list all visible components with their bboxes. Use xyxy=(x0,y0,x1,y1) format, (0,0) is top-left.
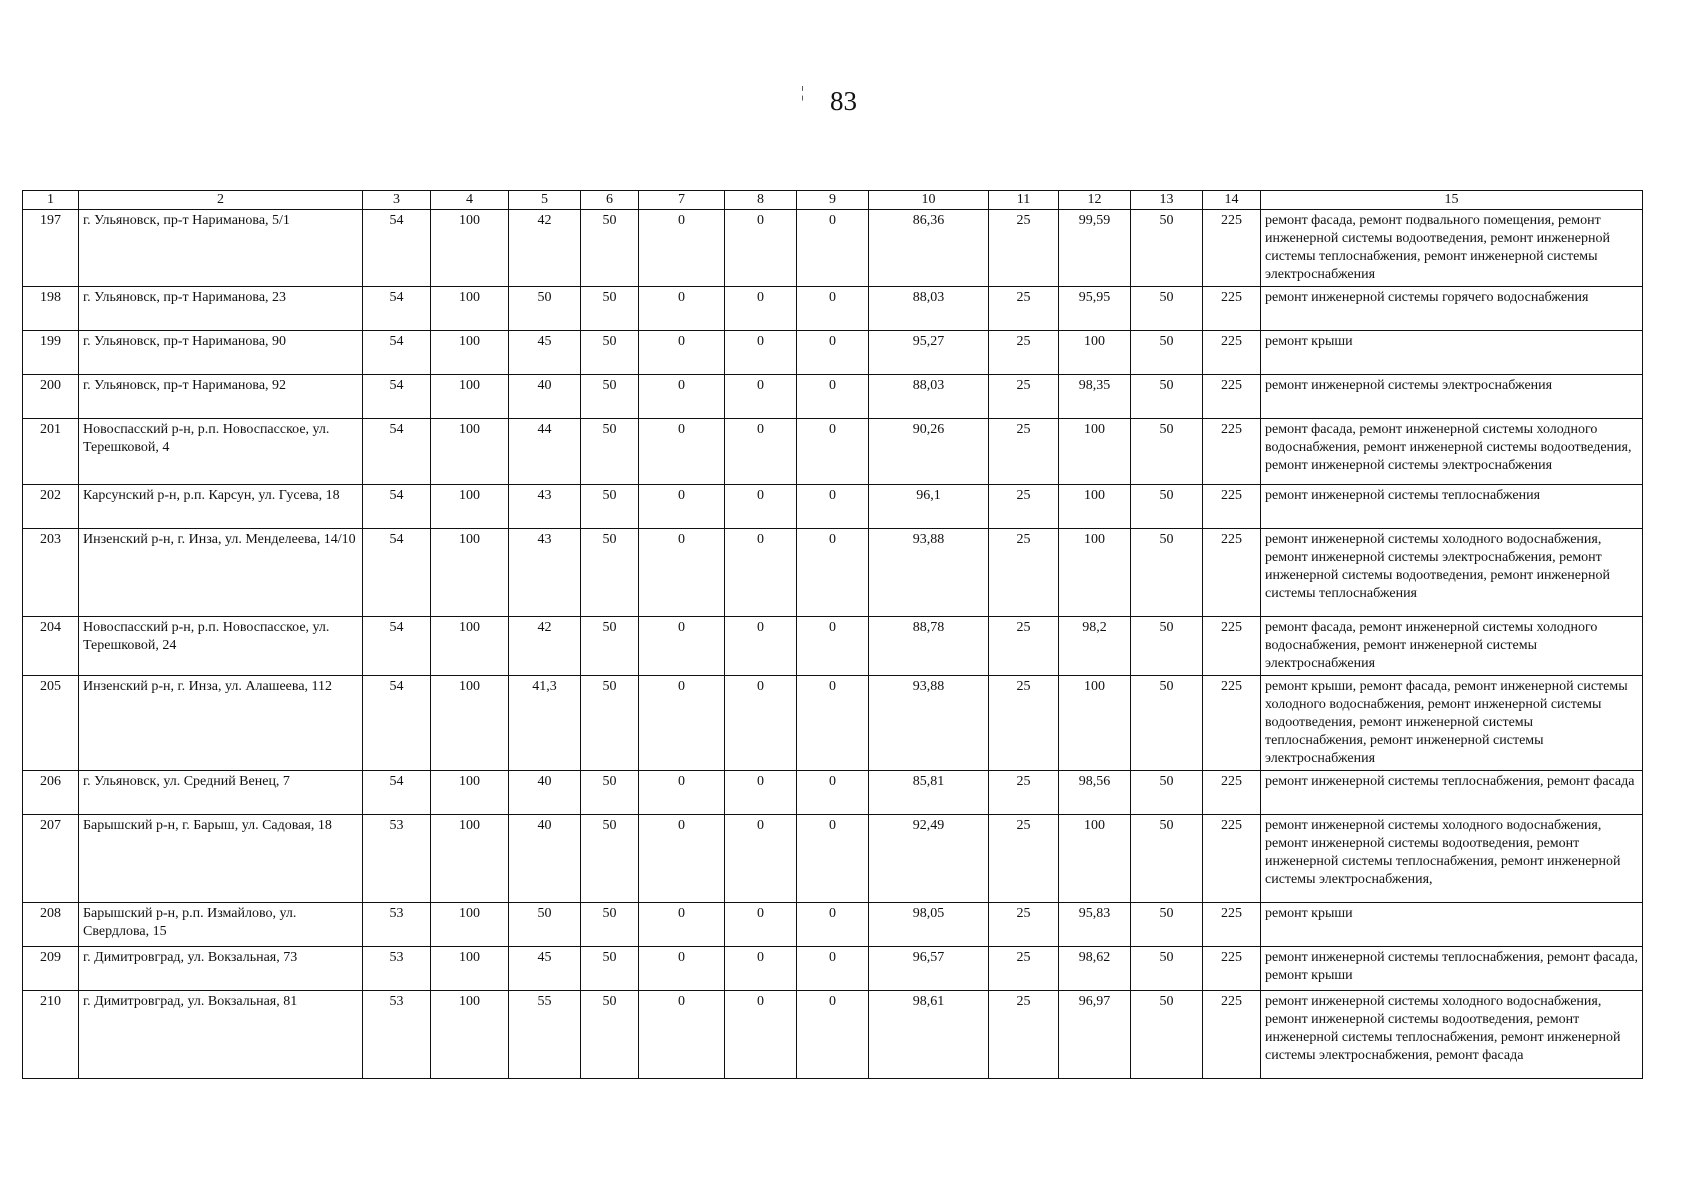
table-row xyxy=(23,287,1643,331)
cell-col-11: 25 xyxy=(989,815,1059,903)
cell-col-8: 0 xyxy=(725,210,797,287)
cell-col-3: 54 xyxy=(363,617,431,676)
column-header-14: 14 xyxy=(1203,191,1261,210)
column-header-3: 3 xyxy=(363,191,431,210)
cell-col-7: 0 xyxy=(639,287,725,331)
cell-col-7: 0 xyxy=(639,771,725,815)
cell-col-8: 0 xyxy=(725,903,797,947)
cell-row-number: 200 xyxy=(23,375,79,419)
cell-col-11: 25 xyxy=(989,210,1059,287)
cell-col-6: 50 xyxy=(581,991,639,1079)
table-body xyxy=(23,210,1643,1079)
cell-col-13: 50 xyxy=(1131,529,1203,617)
cell-col-4: 100 xyxy=(431,947,509,991)
cell-col-3: 54 xyxy=(363,210,431,287)
cell-col-11: 25 xyxy=(989,287,1059,331)
cell-col-4: 100 xyxy=(431,903,509,947)
cell-col-6: 50 xyxy=(581,210,639,287)
cell-col-7: 0 xyxy=(639,375,725,419)
cell-col-11: 25 xyxy=(989,617,1059,676)
cell-col-3: 54 xyxy=(363,529,431,617)
cell-col-3: 54 xyxy=(363,287,431,331)
table-row xyxy=(23,815,1643,903)
cell-col-4: 100 xyxy=(431,375,509,419)
cell-address: Инзенский р-н, г. Инза, ул. Менделеева, 14/10 xyxy=(79,529,363,617)
cell-col-13: 50 xyxy=(1131,947,1203,991)
cell-col-3: 54 xyxy=(363,375,431,419)
cell-col-5: 40 xyxy=(509,771,581,815)
cell-address: г. Ульяновск, пр-т Нариманова, 5/1 xyxy=(79,210,363,287)
header-row xyxy=(23,191,1643,210)
cell-col-5: 43 xyxy=(509,485,581,529)
cell-col-14: 225 xyxy=(1203,903,1261,947)
cell-work-description: ремонт инженерной системы холодного водоснабжения, ремонт инженерной системы водоотведения, ремонт инженерной системы теплоснабжения, ремонт инженерной системы электроснабжения, ремонт фасада xyxy=(1261,991,1643,1079)
cell-col-7: 0 xyxy=(639,617,725,676)
cell-col-7: 0 xyxy=(639,331,725,375)
cell-col-11: 25 xyxy=(989,375,1059,419)
column-header-9: 9 xyxy=(797,191,869,210)
table-row xyxy=(23,771,1643,815)
cell-col-9: 0 xyxy=(797,419,869,485)
cell-col-4: 100 xyxy=(431,331,509,375)
cell-col-3: 53 xyxy=(363,947,431,991)
cell-col-13: 50 xyxy=(1131,485,1203,529)
cell-work-description: ремонт крыши xyxy=(1261,903,1643,947)
cell-col-12: 100 xyxy=(1059,815,1131,903)
cell-col-6: 50 xyxy=(581,815,639,903)
table-row xyxy=(23,529,1643,617)
cell-col-5: 42 xyxy=(509,617,581,676)
column-header-13: 13 xyxy=(1131,191,1203,210)
cell-col-9: 0 xyxy=(797,287,869,331)
cell-col-14: 225 xyxy=(1203,210,1261,287)
cell-col-4: 100 xyxy=(431,287,509,331)
table-row xyxy=(23,903,1643,947)
cell-col-7: 0 xyxy=(639,676,725,771)
cell-col-9: 0 xyxy=(797,771,869,815)
cell-row-number: 208 xyxy=(23,903,79,947)
cell-col-3: 53 xyxy=(363,991,431,1079)
column-header-11: 11 xyxy=(989,191,1059,210)
cell-address: г. Ульяновск, пр-т Нариманова, 92 xyxy=(79,375,363,419)
cell-col-4: 100 xyxy=(431,485,509,529)
table-row xyxy=(23,991,1643,1079)
cell-col-5: 45 xyxy=(509,331,581,375)
cell-work-description: ремонт инженерной системы теплоснабжения, ремонт фасада, ремонт крыши xyxy=(1261,947,1643,991)
cell-col-3: 54 xyxy=(363,676,431,771)
cell-col-14: 225 xyxy=(1203,815,1261,903)
cell-col-9: 0 xyxy=(797,617,869,676)
cell-col-11: 25 xyxy=(989,991,1059,1079)
cell-work-description: ремонт инженерной системы теплоснабжения, ремонт фасада xyxy=(1261,771,1643,815)
cell-col-3: 54 xyxy=(363,331,431,375)
cell-col-7: 0 xyxy=(639,815,725,903)
cell-col-9: 0 xyxy=(797,903,869,947)
cell-work-description: ремонт инженерной системы электроснабжения xyxy=(1261,375,1643,419)
cell-col-6: 50 xyxy=(581,617,639,676)
column-header-7: 7 xyxy=(639,191,725,210)
column-header-8: 8 xyxy=(725,191,797,210)
cell-col-8: 0 xyxy=(725,287,797,331)
cell-col-14: 225 xyxy=(1203,485,1261,529)
cell-col-9: 0 xyxy=(797,529,869,617)
cell-col-8: 0 xyxy=(725,771,797,815)
cell-col-13: 50 xyxy=(1131,331,1203,375)
cell-col-6: 50 xyxy=(581,375,639,419)
table-row xyxy=(23,617,1643,676)
cell-col-14: 225 xyxy=(1203,375,1261,419)
cell-col-4: 100 xyxy=(431,815,509,903)
cell-col-12: 100 xyxy=(1059,331,1131,375)
cell-col-12: 100 xyxy=(1059,485,1131,529)
cell-col-6: 50 xyxy=(581,903,639,947)
cell-col-14: 225 xyxy=(1203,419,1261,485)
cell-work-description: ремонт инженерной системы холодного водоснабжения, ремонт инженерной системы электроснабжения, ремонт инженерной системы водоотведения, ремонт инженерной системы теплоснабжения xyxy=(1261,529,1643,617)
cell-col-14: 225 xyxy=(1203,947,1261,991)
cell-col-7: 0 xyxy=(639,485,725,529)
cell-work-description: ремонт крыши xyxy=(1261,331,1643,375)
cell-col-10: 93,88 xyxy=(869,529,989,617)
cell-col-7: 0 xyxy=(639,419,725,485)
cell-col-4: 100 xyxy=(431,419,509,485)
column-header-10: 10 xyxy=(869,191,989,210)
cell-col-12: 96,97 xyxy=(1059,991,1131,1079)
cell-col-5: 50 xyxy=(509,287,581,331)
cell-row-number: 197 xyxy=(23,210,79,287)
cell-col-8: 0 xyxy=(725,991,797,1079)
cell-col-13: 50 xyxy=(1131,991,1203,1079)
cell-col-9: 0 xyxy=(797,676,869,771)
cell-row-number: 207 xyxy=(23,815,79,903)
cell-col-9: 0 xyxy=(797,331,869,375)
cell-col-12: 98,56 xyxy=(1059,771,1131,815)
cell-col-10: 88,03 xyxy=(869,287,989,331)
cell-col-8: 0 xyxy=(725,947,797,991)
cell-col-5: 42 xyxy=(509,210,581,287)
cell-row-number: 204 xyxy=(23,617,79,676)
cell-col-7: 0 xyxy=(639,947,725,991)
cell-col-10: 96,1 xyxy=(869,485,989,529)
cell-col-5: 40 xyxy=(509,815,581,903)
cell-col-7: 0 xyxy=(639,903,725,947)
cell-row-number: 206 xyxy=(23,771,79,815)
cell-col-5: 43 xyxy=(509,529,581,617)
cell-col-6: 50 xyxy=(581,485,639,529)
cell-col-11: 25 xyxy=(989,419,1059,485)
cell-col-13: 50 xyxy=(1131,287,1203,331)
cell-col-10: 98,05 xyxy=(869,903,989,947)
cell-col-3: 53 xyxy=(363,903,431,947)
cell-address: Барышский р-н, р.п. Измайлово, ул. Свердлова, 15 xyxy=(79,903,363,947)
column-header-12: 12 xyxy=(1059,191,1131,210)
cell-col-3: 53 xyxy=(363,815,431,903)
cell-col-9: 0 xyxy=(797,485,869,529)
cell-col-13: 50 xyxy=(1131,375,1203,419)
cell-col-10: 90,26 xyxy=(869,419,989,485)
cell-col-10: 86,36 xyxy=(869,210,989,287)
table-row xyxy=(23,419,1643,485)
column-header-2: 2 xyxy=(79,191,363,210)
cell-col-11: 25 xyxy=(989,676,1059,771)
cell-col-8: 0 xyxy=(725,485,797,529)
cell-col-13: 50 xyxy=(1131,676,1203,771)
cell-col-11: 25 xyxy=(989,903,1059,947)
cell-col-10: 88,78 xyxy=(869,617,989,676)
cell-col-9: 0 xyxy=(797,991,869,1079)
cell-col-6: 50 xyxy=(581,287,639,331)
cell-address: г. Ульяновск, пр-т Нариманова, 23 xyxy=(79,287,363,331)
cell-col-6: 50 xyxy=(581,331,639,375)
cell-col-12: 100 xyxy=(1059,419,1131,485)
cell-col-8: 0 xyxy=(725,529,797,617)
cell-col-9: 0 xyxy=(797,947,869,991)
cell-col-11: 25 xyxy=(989,331,1059,375)
cell-col-14: 225 xyxy=(1203,529,1261,617)
cell-col-9: 0 xyxy=(797,375,869,419)
cell-col-4: 100 xyxy=(431,771,509,815)
cell-col-9: 0 xyxy=(797,815,869,903)
cell-row-number: 205 xyxy=(23,676,79,771)
cell-col-14: 225 xyxy=(1203,617,1261,676)
cell-col-13: 50 xyxy=(1131,210,1203,287)
cell-col-5: 45 xyxy=(509,947,581,991)
cell-col-11: 25 xyxy=(989,947,1059,991)
cell-col-3: 54 xyxy=(363,419,431,485)
cell-col-5: 41,3 xyxy=(509,676,581,771)
cell-col-10: 95,27 xyxy=(869,331,989,375)
cell-col-11: 25 xyxy=(989,485,1059,529)
cell-col-10: 92,49 xyxy=(869,815,989,903)
cell-col-10: 85,81 xyxy=(869,771,989,815)
document-table xyxy=(22,190,1643,1079)
cell-col-3: 54 xyxy=(363,771,431,815)
table-row xyxy=(23,947,1643,991)
cell-col-5: 50 xyxy=(509,903,581,947)
cell-col-14: 225 xyxy=(1203,771,1261,815)
cell-col-10: 93,88 xyxy=(869,676,989,771)
cell-col-8: 0 xyxy=(725,419,797,485)
cell-work-description: ремонт фасада, ремонт инженерной системы холодного водоснабжения, ремонт инженерной системы водоотведения, ремонт инженерной системы электроснабжения xyxy=(1261,419,1643,485)
cell-col-13: 50 xyxy=(1131,815,1203,903)
cell-col-3: 54 xyxy=(363,485,431,529)
cell-address: Инзенский р-н, г. Инза, ул. Алашеева, 112 xyxy=(79,676,363,771)
cell-work-description: ремонт фасада, ремонт подвального помещения, ремонт инженерной системы водоотведения, ремонт инженерной системы теплоснабжения, ремонт инженерной системы электроснабжения xyxy=(1261,210,1643,287)
cell-col-6: 50 xyxy=(581,771,639,815)
cell-col-14: 225 xyxy=(1203,287,1261,331)
cell-col-12: 100 xyxy=(1059,529,1131,617)
cell-row-number: 198 xyxy=(23,287,79,331)
table-row xyxy=(23,331,1643,375)
cell-col-4: 100 xyxy=(431,676,509,771)
cell-work-description: ремонт фасада, ремонт инженерной системы холодного водоснабжения, ремонт инженерной системы электроснабжения xyxy=(1261,617,1643,676)
cell-col-7: 0 xyxy=(639,529,725,617)
cell-col-6: 50 xyxy=(581,529,639,617)
cell-col-5: 40 xyxy=(509,375,581,419)
cell-col-6: 50 xyxy=(581,419,639,485)
cell-row-number: 201 xyxy=(23,419,79,485)
cell-col-10: 88,03 xyxy=(869,375,989,419)
cell-col-14: 225 xyxy=(1203,676,1261,771)
cell-col-8: 0 xyxy=(725,331,797,375)
column-header-4: 4 xyxy=(431,191,509,210)
cell-work-description: ремонт крыши, ремонт фасада, ремонт инженерной системы холодного водоснабжения, ремонт инженерной системы водоотведения, ремонт инженерной системы теплоснабжения, ремонт инженерной системы электроснабжения xyxy=(1261,676,1643,771)
cell-col-12: 95,83 xyxy=(1059,903,1131,947)
cell-col-7: 0 xyxy=(639,991,725,1079)
column-header-5: 5 xyxy=(509,191,581,210)
page-number: 83 xyxy=(830,86,857,116)
cell-col-4: 100 xyxy=(431,991,509,1079)
cell-col-14: 225 xyxy=(1203,991,1261,1079)
cell-address: Новоспасский р-н, р.п. Новоспасское, ул. Терешковой, 24 xyxy=(79,617,363,676)
cell-col-8: 0 xyxy=(725,375,797,419)
cell-col-10: 98,61 xyxy=(869,991,989,1079)
cell-col-4: 100 xyxy=(431,617,509,676)
cell-col-10: 96,57 xyxy=(869,947,989,991)
cell-col-12: 98,2 xyxy=(1059,617,1131,676)
cell-row-number: 209 xyxy=(23,947,79,991)
cell-col-13: 50 xyxy=(1131,419,1203,485)
column-header-15: 15 xyxy=(1261,191,1643,210)
cell-col-6: 50 xyxy=(581,947,639,991)
cell-col-9: 0 xyxy=(797,210,869,287)
cell-row-number: 203 xyxy=(23,529,79,617)
cell-col-7: 0 xyxy=(639,210,725,287)
column-header-6: 6 xyxy=(581,191,639,210)
cell-row-number: 210 xyxy=(23,991,79,1079)
cell-address: Карсунский р-н, р.п. Карсун, ул. Гусева, 18 xyxy=(79,485,363,529)
cell-col-13: 50 xyxy=(1131,903,1203,947)
cell-col-12: 95,95 xyxy=(1059,287,1131,331)
column-header-1: 1 xyxy=(23,191,79,210)
table-row xyxy=(23,375,1643,419)
cell-address: г. Ульяновск, ул. Средний Венец, 7 xyxy=(79,771,363,815)
cell-row-number: 202 xyxy=(23,485,79,529)
table-row xyxy=(23,485,1643,529)
cell-col-14: 225 xyxy=(1203,331,1261,375)
cell-col-4: 100 xyxy=(431,529,509,617)
cell-address: Барышский р-н, г. Барыш, ул. Садовая, 18 xyxy=(79,815,363,903)
cell-work-description: ремонт инженерной системы горячего водоснабжения xyxy=(1261,287,1643,331)
cell-col-11: 25 xyxy=(989,771,1059,815)
cell-col-8: 0 xyxy=(725,676,797,771)
cell-address: г. Димитровград, ул. Вокзальная, 73 xyxy=(79,947,363,991)
cell-col-5: 44 xyxy=(509,419,581,485)
cell-address: г. Димитровград, ул. Вокзальная, 81 xyxy=(79,991,363,1079)
cell-col-11: 25 xyxy=(989,529,1059,617)
cell-col-12: 98,35 xyxy=(1059,375,1131,419)
table-row xyxy=(23,210,1643,287)
cell-work-description: ремонт инженерной системы холодного водоснабжения, ремонт инженерной системы водоотведения, ремонт инженерной системы теплоснабжения, ремонт инженерной системы электроснабжения, xyxy=(1261,815,1643,903)
cell-col-13: 50 xyxy=(1131,617,1203,676)
cell-col-8: 0 xyxy=(725,617,797,676)
cell-col-4: 100 xyxy=(431,210,509,287)
cell-col-13: 50 xyxy=(1131,771,1203,815)
table-row xyxy=(23,676,1643,771)
cell-col-12: 100 xyxy=(1059,676,1131,771)
margin-tick-mark: ¦ xyxy=(801,84,805,101)
cell-address: Новоспасский р-н, р.п. Новоспасское, ул. Терешковой, 4 xyxy=(79,419,363,485)
cell-address: г. Ульяновск, пр-т Нариманова, 90 xyxy=(79,331,363,375)
cell-col-6: 50 xyxy=(581,676,639,771)
cell-col-8: 0 xyxy=(725,815,797,903)
cell-col-12: 99,59 xyxy=(1059,210,1131,287)
cell-work-description: ремонт инженерной системы теплоснабжения xyxy=(1261,485,1643,529)
cell-col-5: 55 xyxy=(509,991,581,1079)
cell-col-12: 98,62 xyxy=(1059,947,1131,991)
cell-row-number: 199 xyxy=(23,331,79,375)
